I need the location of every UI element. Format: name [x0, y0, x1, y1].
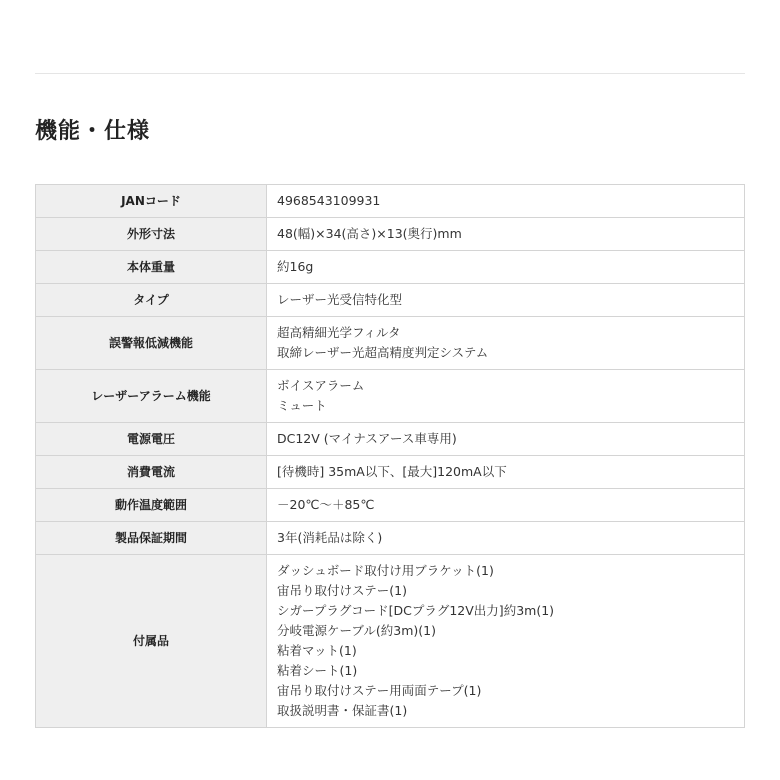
spec-table [35, 184, 745, 728]
spec-value-line: [待機時] 35mA以下、[最大]120mA以下 [277, 464, 507, 479]
spec-row [36, 251, 745, 284]
spec-row [36, 218, 745, 251]
spec-value [267, 317, 745, 370]
spec-value [267, 423, 745, 456]
spec-label: 電源電圧 [36, 423, 267, 456]
spec-label: 動作温度範囲 [36, 489, 267, 522]
spec-row [36, 489, 745, 522]
spec-value [267, 251, 745, 284]
spec-value-line: 3年(消耗品は除く) [277, 530, 383, 545]
spec-value [267, 218, 745, 251]
spec-value-line: レーザー光受信特化型 [277, 292, 403, 307]
spec-value-line: 取締レーザー光超高精度判定システム [277, 345, 489, 360]
section-title: 機能・仕様 [35, 119, 151, 144]
spec-row [36, 423, 745, 456]
spec-value-line: －20℃～＋85℃ [277, 497, 375, 512]
spec-value-line: ミュート [277, 398, 327, 413]
spec-row [36, 185, 745, 218]
spec-value-line: 粘着シート(1) [277, 663, 358, 678]
spec-label: タイプ [36, 284, 267, 317]
spec-value-line: ボイスアラーム [277, 378, 365, 393]
spec-value [267, 284, 745, 317]
spec-value-line: 宙吊り取付けステー用両面テープ(1) [277, 683, 482, 698]
spec-label: 消費電流 [36, 456, 267, 489]
spec-value-line: 48(幅)×34(高さ)×13(奥行)mm [277, 226, 462, 241]
spec-label: JANコード [36, 185, 267, 218]
spec-label: 外形寸法 [36, 218, 267, 251]
spec-value-line: 4968543109931 [277, 193, 381, 208]
spec-label: 付属品 [36, 555, 267, 728]
spec-value [267, 370, 745, 423]
divider [35, 73, 745, 74]
spec-row [36, 456, 745, 489]
spec-value-line: 宙吊り取付けステー(1) [277, 583, 407, 598]
spec-value-line: 分岐電源ケーブル(約3m)(1) [277, 623, 436, 638]
spec-value-line: シガープラグコード[DCプラグ12V出力]約3m(1) [277, 603, 555, 618]
spec-value [267, 185, 745, 218]
spec-value-line: 粘着マット(1) [277, 643, 357, 658]
spec-row [36, 284, 745, 317]
spec-value-line: 取扱説明書・保証書(1) [277, 703, 408, 718]
spec-label: 誤警報低減機能 [36, 317, 267, 370]
spec-value [267, 489, 745, 522]
spec-value-line: ダッシュボード取付け用ブラケット(1) [277, 563, 494, 578]
spec-value [267, 522, 745, 555]
spec-label: 本体重量 [36, 251, 267, 284]
spec-value-line: 超高精細光学フィルタ [277, 325, 401, 340]
spec-row [36, 555, 745, 728]
spec-value [267, 456, 745, 489]
spec-value-line: DC12V (マイナスアース車専用) [277, 431, 457, 446]
spec-label: レーザーアラーム機能 [36, 370, 267, 423]
spec-row [36, 522, 745, 555]
spec-label: 製品保証期間 [36, 522, 267, 555]
spec-value [267, 555, 745, 728]
spec-row [36, 370, 745, 423]
spec-value-line: 約16g [277, 259, 314, 274]
spec-row [36, 317, 745, 370]
